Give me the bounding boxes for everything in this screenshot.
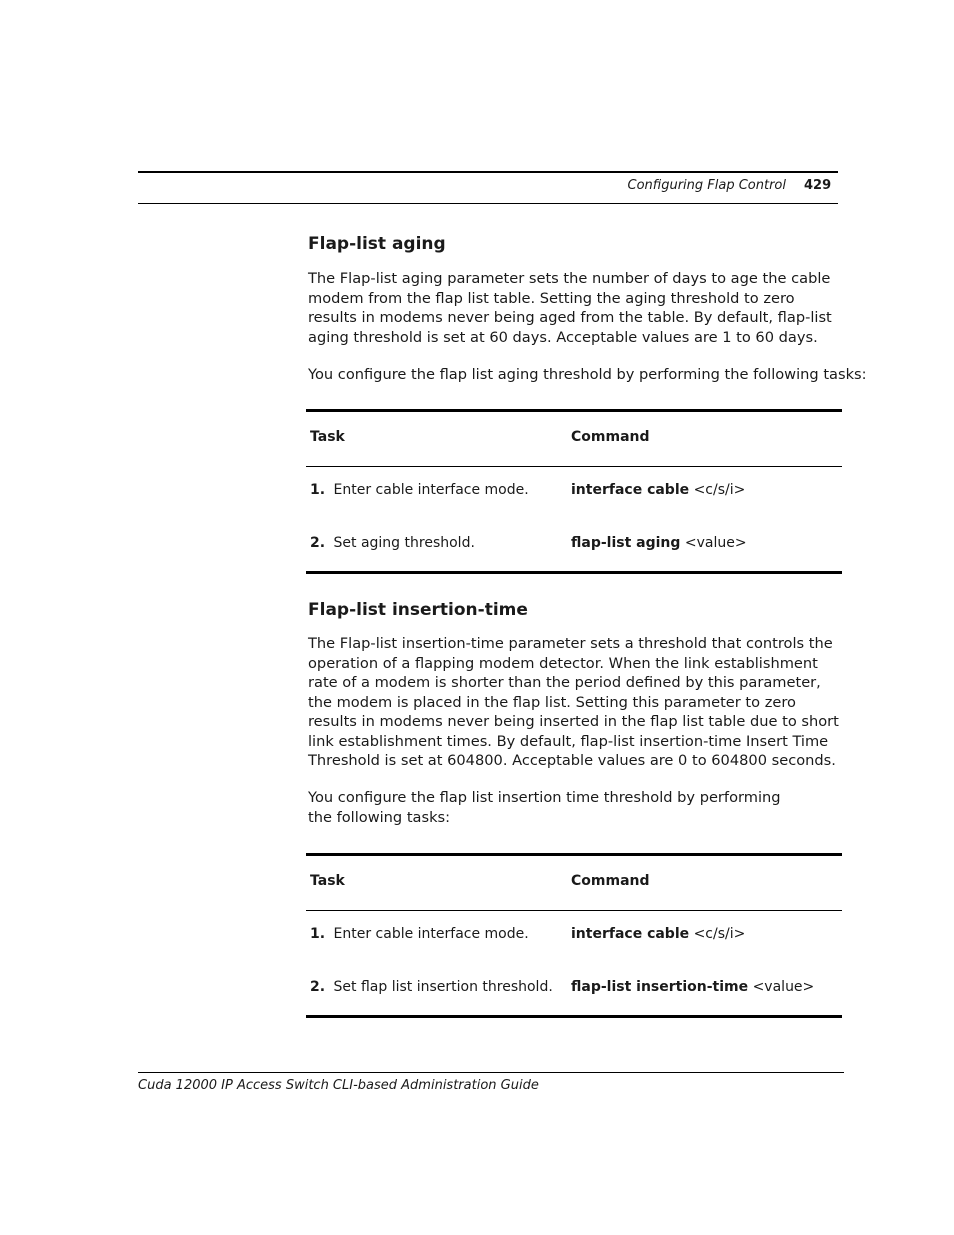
table-bottom-rule: [306, 1015, 842, 1018]
footer-rule: [138, 1072, 844, 1073]
column-header-command: Command: [571, 873, 650, 889]
step-number: 1.: [310, 926, 326, 942]
command-keyword: flap-list aging: [571, 535, 681, 551]
aging-description: The Flap-list aging parameter sets the number of days to age the cable modem from the flap list table. Setting the aging threshold to zero results in modems never being aged from the table. By default, flap-list aging threshold is set at 60 days. Acceptable values are 1 to 60 days.: [308, 270, 832, 346]
table-top-rule: [306, 853, 842, 856]
task-text: Enter cable interface mode.: [333, 926, 529, 942]
insertion-description: The Flap-list insertion-time parameter sets a threshold that controls the operation of a flapping modem detector. When the link establishment rate of a modem is shorter than the period defined by this parameter, the modem is placed in the flap list. Setting this parameter to zero results in modems never being inserted in the flap list table due to short link establishment times. By default, flap-list insertion-time Insert Time Threshold is set at 604800. Acceptable values are 0 to 604800 seconds.: [308, 635, 839, 769]
command-cell: [571, 979, 814, 995]
task-text: Set flap list insertion threshold.: [333, 979, 553, 995]
command-cell: [571, 926, 745, 942]
column-header-task: Task: [310, 873, 345, 889]
command-argument: <value>: [752, 979, 815, 995]
command-argument: <value>: [684, 535, 747, 551]
table-top-rule: [306, 409, 842, 412]
table-header-rule: [306, 466, 842, 467]
task-text: Set aging threshold.: [333, 535, 475, 551]
command-argument: <c/s/i>: [693, 926, 746, 942]
table-row: [310, 535, 475, 551]
command-keyword: interface cable: [571, 482, 690, 498]
running-footer: Cuda 12000 IP Access Switch CLI-based Administration Guide: [138, 1078, 539, 1093]
table-header-rule: [306, 910, 842, 911]
table-row: [310, 482, 529, 498]
section-title-insertion-time: Flap-list insertion-time: [308, 600, 528, 620]
table-bottom-rule: [306, 571, 842, 574]
command-argument: <c/s/i>: [693, 482, 746, 498]
header-bottom-rule: [138, 203, 838, 204]
command-cell: [571, 535, 747, 551]
running-header: Configuring Flap Control: [627, 178, 786, 193]
command-keyword: flap-list insertion-time: [571, 979, 749, 995]
step-number: 2.: [310, 979, 326, 995]
aging-intro: You configure the flap list aging threshold by performing the following tasks:: [308, 366, 867, 383]
table-row: [310, 979, 553, 995]
task-text: Enter cable interface mode.: [333, 482, 529, 498]
header-top-rule: [138, 171, 838, 173]
column-header-task: Task: [310, 429, 345, 445]
page-number: 429: [804, 178, 832, 193]
step-number: 2.: [310, 535, 326, 551]
insertion-intro: You configure the flap list insertion time threshold by performing the following tasks:: [308, 789, 781, 826]
step-number: 1.: [310, 482, 326, 498]
column-header-command: Command: [571, 429, 650, 445]
command-cell: [571, 482, 745, 498]
command-keyword: interface cable: [571, 926, 690, 942]
section-title-aging: Flap-list aging: [308, 234, 446, 254]
table-row: [310, 926, 529, 942]
